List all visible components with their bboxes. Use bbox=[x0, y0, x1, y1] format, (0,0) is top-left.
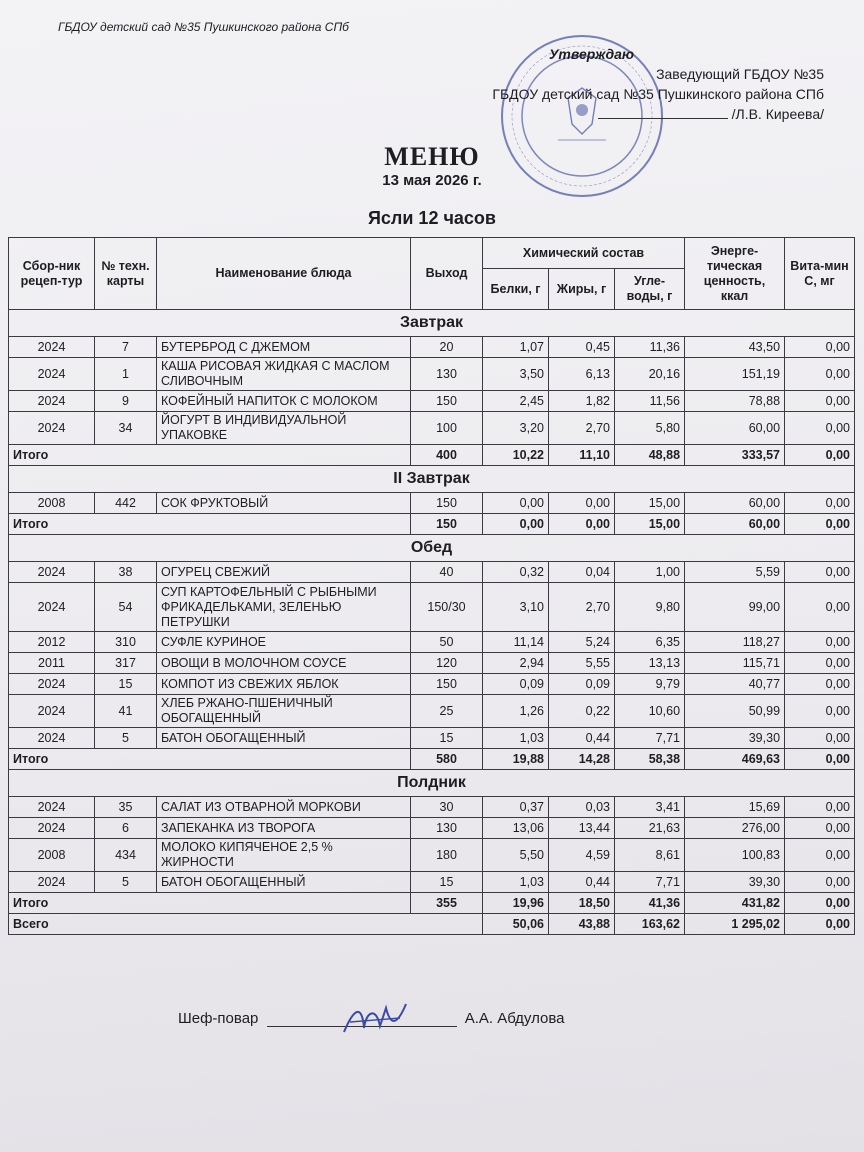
approve-position: Заведующий ГБДОУ №35 bbox=[656, 66, 824, 82]
col-recipe: Сбор-ник рецеп-тур bbox=[9, 238, 95, 310]
cell-fat: 0,03 bbox=[549, 797, 615, 818]
cell-fat: 2,70 bbox=[549, 412, 615, 445]
cell-yield: 150 bbox=[411, 391, 483, 412]
cell-fat: 0,09 bbox=[549, 674, 615, 695]
cell-recipe: 2024 bbox=[9, 391, 95, 412]
cell-vitc: 0,00 bbox=[785, 391, 855, 412]
cell-card: 434 bbox=[95, 839, 157, 872]
col-protein: Белки, г bbox=[483, 269, 549, 310]
cell-card: 5 bbox=[95, 872, 157, 893]
cell-yield: 130 bbox=[411, 358, 483, 391]
cell-card: 34 bbox=[95, 412, 157, 445]
col-fat: Жиры, г bbox=[549, 269, 615, 310]
cell-recipe: 2024 bbox=[9, 818, 95, 839]
cell-yield: 40 bbox=[411, 562, 483, 583]
total-vitc: 0,00 bbox=[785, 445, 855, 466]
cell-carb: 6,35 bbox=[615, 632, 685, 653]
section-header bbox=[9, 770, 855, 797]
grand-total-fat: 43,88 bbox=[549, 914, 615, 935]
cell-vitc: 0,00 bbox=[785, 797, 855, 818]
cell-energy: 43,50 bbox=[685, 337, 785, 358]
total-yield: 150 bbox=[411, 514, 483, 535]
cell-yield: 130 bbox=[411, 818, 483, 839]
cell-card: 35 bbox=[95, 797, 157, 818]
cell-vitc: 0,00 bbox=[785, 839, 855, 872]
cell-vitc: 0,00 bbox=[785, 872, 855, 893]
total-fat: 14,28 bbox=[549, 749, 615, 770]
cell-recipe: 2012 bbox=[9, 632, 95, 653]
cell-carb: 3,41 bbox=[615, 797, 685, 818]
cell-card: 38 bbox=[95, 562, 157, 583]
cell-carb: 9,80 bbox=[615, 583, 685, 632]
cell-name: МОЛОКО КИПЯЧЕНОЕ 2,5 % ЖИРНОСТИ bbox=[157, 839, 411, 872]
cell-name: КОМПОТ ИЗ СВЕЖИХ ЯБЛОК bbox=[157, 674, 411, 695]
total-protein: 19,88 bbox=[483, 749, 549, 770]
cell-yield: 150 bbox=[411, 493, 483, 514]
cell-name: СУФЛЕ КУРИНОЕ bbox=[157, 632, 411, 653]
table-row bbox=[9, 337, 855, 358]
table-row bbox=[9, 358, 855, 391]
cell-yield: 15 bbox=[411, 728, 483, 749]
col-yield: Выход bbox=[411, 238, 483, 310]
approve-organization: ГБДОУ детский сад №35 Пушкинского района СПб bbox=[492, 86, 824, 102]
cell-protein: 0,32 bbox=[483, 562, 549, 583]
chef-label: Шеф-повар bbox=[178, 1010, 259, 1027]
cell-fat: 0,44 bbox=[549, 728, 615, 749]
table-row bbox=[9, 632, 855, 653]
table-row bbox=[9, 583, 855, 632]
approve-signature-line bbox=[404, 104, 824, 124]
cell-card: 9 bbox=[95, 391, 157, 412]
cell-energy: 50,99 bbox=[685, 695, 785, 728]
approval-block bbox=[404, 44, 824, 124]
cell-energy: 78,88 bbox=[685, 391, 785, 412]
cell-protein: 1,03 bbox=[483, 872, 549, 893]
section-title: II Завтрак bbox=[9, 466, 855, 493]
cell-protein: 13,06 bbox=[483, 818, 549, 839]
total-protein: 10,22 bbox=[483, 445, 549, 466]
cell-name: ЗАПЕКАНКА ИЗ ТВОРОГА bbox=[157, 818, 411, 839]
cell-vitc: 0,00 bbox=[785, 695, 855, 728]
cell-name: САЛАТ ИЗ ОТВАРНОЙ МОРКОВИ bbox=[157, 797, 411, 818]
cell-energy: 151,19 bbox=[685, 358, 785, 391]
cell-fat: 2,70 bbox=[549, 583, 615, 632]
total-energy: 60,00 bbox=[685, 514, 785, 535]
grand-total-vitc: 0,00 bbox=[785, 914, 855, 935]
grand-total-row bbox=[9, 914, 855, 935]
cell-card: 15 bbox=[95, 674, 157, 695]
signature-blank bbox=[598, 118, 728, 119]
cell-energy: 115,71 bbox=[685, 653, 785, 674]
cell-name: СУП КАРТОФЕЛЬНЫЙ С РЫБНЫМИ ФРИКАДЕЛЬКАМИ, ЗЕЛЕНЬЮ ПЕТРУШКИ bbox=[157, 583, 411, 632]
cell-name: СОК ФРУКТОВЫЙ bbox=[157, 493, 411, 514]
chef-name: А.А. Абдулова bbox=[464, 1010, 565, 1027]
cell-card: 1 bbox=[95, 358, 157, 391]
total-fat: 0,00 bbox=[549, 514, 615, 535]
cell-protein: 2,45 bbox=[483, 391, 549, 412]
col-carb: Угле-воды, г bbox=[615, 269, 685, 310]
cell-recipe: 2024 bbox=[9, 358, 95, 391]
cell-vitc: 0,00 bbox=[785, 583, 855, 632]
cell-energy: 60,00 bbox=[685, 412, 785, 445]
section-total-row bbox=[9, 445, 855, 466]
cell-carb: 10,60 bbox=[615, 695, 685, 728]
cell-card: 41 bbox=[95, 695, 157, 728]
cell-protein: 2,94 bbox=[483, 653, 549, 674]
cell-card: 54 bbox=[95, 583, 157, 632]
cell-card: 7 bbox=[95, 337, 157, 358]
table-row bbox=[9, 412, 855, 445]
cell-name: ЙОГУРТ В ИНДИВИДУАЛЬНОЙ УПАКОВКЕ bbox=[157, 412, 411, 445]
section-total-row bbox=[9, 893, 855, 914]
table-row bbox=[9, 653, 855, 674]
cell-card: 6 bbox=[95, 818, 157, 839]
cell-vitc: 0,00 bbox=[785, 358, 855, 391]
cell-fat: 0,22 bbox=[549, 695, 615, 728]
cell-name: БУТЕРБРОД С ДЖЕМОМ bbox=[157, 337, 411, 358]
cell-yield: 30 bbox=[411, 797, 483, 818]
total-fat: 11,10 bbox=[549, 445, 615, 466]
approve-signer: /Л.В. Киреева/ bbox=[731, 106, 824, 122]
col-chem: Химический состав bbox=[483, 238, 685, 269]
cell-name: БАТОН ОБОГАЩЕННЫЙ bbox=[157, 728, 411, 749]
total-label: Итого bbox=[9, 514, 411, 535]
cell-protein: 1,26 bbox=[483, 695, 549, 728]
cell-recipe: 2024 bbox=[9, 695, 95, 728]
cell-name: БАТОН ОБОГАЩЕННЫЙ bbox=[157, 872, 411, 893]
table-row bbox=[9, 695, 855, 728]
col-vitc: Вита-мин С, мг bbox=[785, 238, 855, 310]
total-yield: 355 bbox=[411, 893, 483, 914]
cell-fat: 0,44 bbox=[549, 872, 615, 893]
section-header bbox=[9, 310, 855, 337]
table-row bbox=[9, 493, 855, 514]
table-row bbox=[9, 839, 855, 872]
cell-carb: 11,56 bbox=[615, 391, 685, 412]
total-yield: 580 bbox=[411, 749, 483, 770]
cell-carb: 9,79 bbox=[615, 674, 685, 695]
cell-protein: 3,10 bbox=[483, 583, 549, 632]
cell-fat: 13,44 bbox=[549, 818, 615, 839]
cell-carb: 7,71 bbox=[615, 728, 685, 749]
section-title: Завтрак bbox=[9, 310, 855, 337]
table-row bbox=[9, 391, 855, 412]
cell-protein: 1,03 bbox=[483, 728, 549, 749]
total-fat: 18,50 bbox=[549, 893, 615, 914]
cell-recipe: 2024 bbox=[9, 412, 95, 445]
cell-protein: 11,14 bbox=[483, 632, 549, 653]
cell-protein: 3,20 bbox=[483, 412, 549, 445]
cell-fat: 1,82 bbox=[549, 391, 615, 412]
total-carb: 41,36 bbox=[615, 893, 685, 914]
total-energy: 431,82 bbox=[685, 893, 785, 914]
col-card: № техн. карты bbox=[95, 238, 157, 310]
cell-name: КАША РИСОВАЯ ЖИДКАЯ С МАСЛОМ СЛИВОЧНЫМ bbox=[157, 358, 411, 391]
grand-total-energy: 1 295,02 bbox=[685, 914, 785, 935]
page-title: МЕНЮ bbox=[384, 142, 480, 171]
total-energy: 333,57 bbox=[685, 445, 785, 466]
approve-title: Утверждаю bbox=[548, 46, 634, 62]
table-row bbox=[9, 728, 855, 749]
total-label: Итого bbox=[9, 893, 411, 914]
section-header bbox=[9, 535, 855, 562]
cell-protein: 0,09 bbox=[483, 674, 549, 695]
cell-recipe: 2024 bbox=[9, 797, 95, 818]
cell-carb: 21,63 bbox=[615, 818, 685, 839]
cell-energy: 118,27 bbox=[685, 632, 785, 653]
cell-yield: 25 bbox=[411, 695, 483, 728]
cell-vitc: 0,00 bbox=[785, 728, 855, 749]
cell-energy: 40,77 bbox=[685, 674, 785, 695]
cell-vitc: 0,00 bbox=[785, 818, 855, 839]
table-row bbox=[9, 872, 855, 893]
table-row bbox=[9, 562, 855, 583]
cell-vitc: 0,00 bbox=[785, 412, 855, 445]
cell-energy: 5,59 bbox=[685, 562, 785, 583]
total-carb: 15,00 bbox=[615, 514, 685, 535]
cell-fat: 4,59 bbox=[549, 839, 615, 872]
total-energy: 469,63 bbox=[685, 749, 785, 770]
cell-vitc: 0,00 bbox=[785, 493, 855, 514]
cell-recipe: 2008 bbox=[9, 493, 95, 514]
cell-fat: 5,24 bbox=[549, 632, 615, 653]
organization-name: ГБДОУ детский сад №35 Пушкинского района СПб bbox=[58, 20, 349, 34]
cell-recipe: 2011 bbox=[9, 653, 95, 674]
cell-card: 310 bbox=[95, 632, 157, 653]
cell-recipe: 2024 bbox=[9, 583, 95, 632]
cell-energy: 99,00 bbox=[685, 583, 785, 632]
col-name: Наименование блюда bbox=[157, 238, 411, 310]
cell-carb: 13,13 bbox=[615, 653, 685, 674]
cell-vitc: 0,00 bbox=[785, 562, 855, 583]
cell-recipe: 2024 bbox=[9, 674, 95, 695]
cell-yield: 150 bbox=[411, 674, 483, 695]
cell-name: КОФЕЙНЫЙ НАПИТОК С МОЛОКОМ bbox=[157, 391, 411, 412]
cell-vitc: 0,00 bbox=[785, 674, 855, 695]
table-row bbox=[9, 797, 855, 818]
grand-total-protein: 50,06 bbox=[483, 914, 549, 935]
total-protein: 0,00 bbox=[483, 514, 549, 535]
menu-table bbox=[8, 237, 855, 935]
cell-recipe: 2024 bbox=[9, 562, 95, 583]
cell-fat: 5,55 bbox=[549, 653, 615, 674]
total-carb: 48,88 bbox=[615, 445, 685, 466]
cell-fat: 6,13 bbox=[549, 358, 615, 391]
cell-fat: 0,45 bbox=[549, 337, 615, 358]
cell-vitc: 0,00 bbox=[785, 632, 855, 653]
cell-energy: 100,83 bbox=[685, 839, 785, 872]
cell-protein: 5,50 bbox=[483, 839, 549, 872]
cell-energy: 276,00 bbox=[685, 818, 785, 839]
section-title: Полдник bbox=[9, 770, 855, 797]
grand-total-label: Всего bbox=[9, 914, 483, 935]
cell-recipe: 2024 bbox=[9, 337, 95, 358]
col-energy: Энерге-тическая ценность, ккал bbox=[685, 238, 785, 310]
cell-vitc: 0,00 bbox=[785, 337, 855, 358]
total-carb: 58,38 bbox=[615, 749, 685, 770]
cell-name: ХЛЕБ РЖАНО-ПШЕНИЧНЫЙ ОБОГАЩЕННЫЙ bbox=[157, 695, 411, 728]
total-label: Итого bbox=[9, 749, 411, 770]
cell-recipe: 2008 bbox=[9, 839, 95, 872]
section-total-row bbox=[9, 749, 855, 770]
cell-yield: 20 bbox=[411, 337, 483, 358]
section-header bbox=[9, 466, 855, 493]
total-label: Итого bbox=[9, 445, 411, 466]
cell-carb: 1,00 bbox=[615, 562, 685, 583]
cell-yield: 150/30 bbox=[411, 583, 483, 632]
menu-date: 13 мая 2026 г. bbox=[382, 172, 482, 189]
total-vitc: 0,00 bbox=[785, 514, 855, 535]
menu-body bbox=[9, 310, 855, 935]
cell-yield: 15 bbox=[411, 872, 483, 893]
total-vitc: 0,00 bbox=[785, 893, 855, 914]
cell-yield: 120 bbox=[411, 653, 483, 674]
section-total-row bbox=[9, 514, 855, 535]
cell-yield: 100 bbox=[411, 412, 483, 445]
cell-carb: 11,36 bbox=[615, 337, 685, 358]
cell-card: 5 bbox=[95, 728, 157, 749]
grand-total-carb: 163,62 bbox=[615, 914, 685, 935]
cell-carb: 7,71 bbox=[615, 872, 685, 893]
cell-carb: 15,00 bbox=[615, 493, 685, 514]
section-title: Обед bbox=[9, 535, 855, 562]
total-yield: 400 bbox=[411, 445, 483, 466]
cell-energy: 39,30 bbox=[685, 728, 785, 749]
cell-card: 442 bbox=[95, 493, 157, 514]
cell-name: ОВОЩИ В МОЛОЧНОМ СОУСЕ bbox=[157, 653, 411, 674]
cell-carb: 20,16 bbox=[615, 358, 685, 391]
cell-fat: 0,00 bbox=[549, 493, 615, 514]
cell-recipe: 2024 bbox=[9, 728, 95, 749]
cell-yield: 50 bbox=[411, 632, 483, 653]
total-vitc: 0,00 bbox=[785, 749, 855, 770]
total-protein: 19,96 bbox=[483, 893, 549, 914]
cell-yield: 180 bbox=[411, 839, 483, 872]
cell-energy: 39,30 bbox=[685, 872, 785, 893]
cell-card: 317 bbox=[95, 653, 157, 674]
cell-vitc: 0,00 bbox=[785, 653, 855, 674]
cell-energy: 60,00 bbox=[685, 493, 785, 514]
cell-protein: 1,07 bbox=[483, 337, 549, 358]
cell-energy: 15,69 bbox=[685, 797, 785, 818]
table-row bbox=[9, 674, 855, 695]
cell-fat: 0,04 bbox=[549, 562, 615, 583]
cell-protein: 0,37 bbox=[483, 797, 549, 818]
cell-name: ОГУРЕЦ СВЕЖИЙ bbox=[157, 562, 411, 583]
cell-recipe: 2024 bbox=[9, 872, 95, 893]
table-row bbox=[9, 818, 855, 839]
group-name: Ясли 12 часов bbox=[367, 208, 496, 228]
cell-protein: 3,50 bbox=[483, 358, 549, 391]
cell-protein: 0,00 bbox=[483, 493, 549, 514]
cell-carb: 8,61 bbox=[615, 839, 685, 872]
cell-carb: 5,80 bbox=[615, 412, 685, 445]
handwritten-signature bbox=[340, 998, 410, 1038]
